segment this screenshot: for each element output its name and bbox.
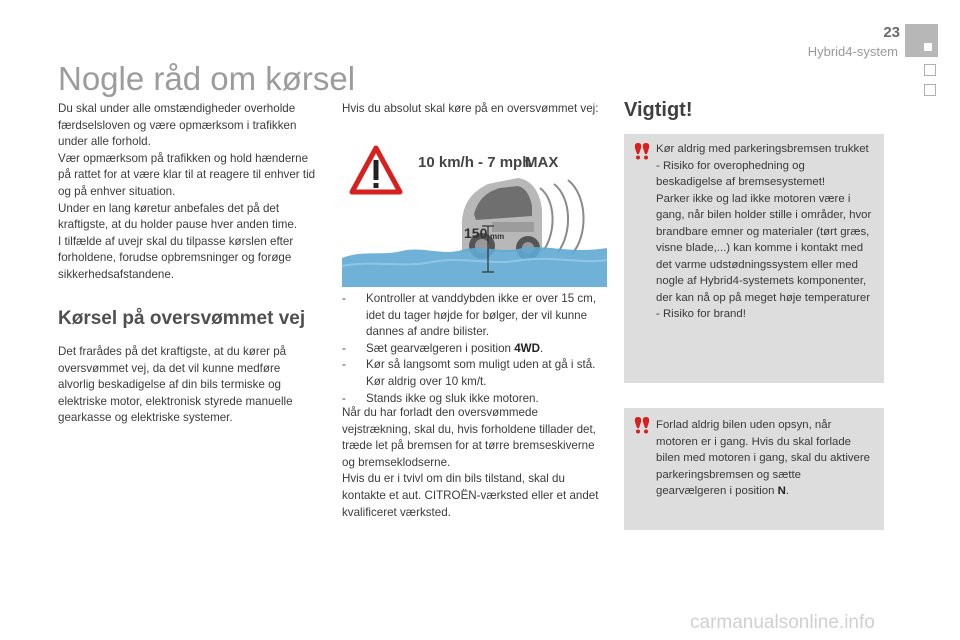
intro-paragraph: I tilfælde af uvejr skal du tilpasse kørslen efter forholdene, forudse opbremsninger og forøge sikkerhedsafstandene.: [58, 234, 294, 281]
flooded-road-illustration: [342, 140, 607, 287]
warning-text-end: .: [785, 485, 789, 497]
warning-text: [656, 417, 874, 500]
intro-paragraph: Under en lang køretur anbefales det på det kraftigste, at du holder pause hver anden time.: [58, 201, 298, 232]
warning-paragraph: Parker ikke og lad ikke motoren være i gang, når bilen holder stille i områder, hvor brandbare emner og materialer (tørt græs, visne blade,...) kan komme i kontakt med det varme udstødningssystem eller med nogle af Hybrid4-systemets komponenter, der kan nå op på meget høje temperaturer - Risiko for brand!: [656, 192, 872, 320]
chapter-tab-dot: [924, 43, 932, 51]
warning-exclamation-icon: [632, 416, 652, 434]
page-title: Nogle råd om kørsel: [58, 60, 356, 97]
after-flood-paragraph: Hvis du er i tvivl om din bils tilstand, skal du kontakte et aut. CITROËN-værksted eller et andet kvalificeret værksted.: [342, 472, 599, 519]
warning-text: [656, 141, 874, 323]
gear-position-4wd: 4WD: [514, 341, 540, 355]
depth-value: 150: [464, 225, 488, 241]
speed-max-label: MAX: [525, 154, 559, 171]
section-title: Hybrid4-system: [807, 44, 898, 59]
list-item: [342, 291, 608, 341]
warning-exclamation-icon: [632, 142, 652, 160]
warning-paragraph: Kør aldrig med parkeringsbremsen trukket - Risiko for overophedning og beskadigelse af bremsesystemet!: [656, 143, 869, 188]
list-dash: -: [342, 292, 346, 305]
depth-unit: mm: [490, 232, 505, 241]
after-flood-text: [342, 405, 606, 521]
list-dash: -: [342, 358, 346, 372]
warning-text-start: Forlad aldrig bilen uden opsyn, når motoren er i gang. Hvis du skal forlade bilen med motoren i gang, skal du aktivere parkeringsbremsen og sætte gearvælgeren i position: [656, 419, 871, 497]
step-text: Kontroller at vanddybden ikke er over 15 cm, idet du tager højde for bølger, der vil kunne dannes af andre bilister.: [366, 292, 597, 339]
step-text: Sæt gearvælgeren i position: [366, 341, 515, 355]
flood-water: [342, 247, 607, 287]
flooded-road-steps: [342, 291, 608, 407]
warning-box: [624, 408, 884, 530]
intro-text: [58, 101, 320, 284]
warning-box: [624, 134, 884, 383]
step-text-end: .: [540, 341, 544, 355]
flooded-road-heading: Kørsel på oversvømmet vej: [58, 308, 306, 329]
important-heading: Vigtigt!: [624, 99, 693, 121]
list-dash: -: [342, 341, 346, 355]
list-item: [342, 357, 608, 390]
chapter-tab: [905, 24, 938, 57]
list-dash: -: [342, 391, 346, 405]
step-text: Kør så langsomt som muligt uden at gå i stå. Kør aldrig over 10 km/t.: [366, 358, 596, 388]
intro-paragraph: Du skal under alle omstændigheder overholde færdselsloven og være opmærksom i trafikken under alle forhold.: [58, 102, 297, 149]
motion-lines: [540, 180, 584, 254]
flooded-road-text: Det frarådes på det kraftigste, at du kører på oversvømmet vej, da det vil kunne medføre alvorlig beskadigelse af din bils termiske og elektriske motor, elektronisk styrede manuelle gearkasse og elektriske systemer.: [58, 345, 293, 425]
chapter-tab-box: [924, 84, 936, 96]
watermark: carmanualsonline.info: [690, 612, 875, 633]
flooded-road-intro: Hvis du absolut skal køre på en oversvømmet vej:: [342, 102, 599, 115]
chapter-tab-box: [924, 64, 936, 76]
intro-paragraph: Vær opmærksom på trafikken og hold hænderne på rattet for at være klar til at reagere til enhver tid og på enhver situation.: [58, 151, 316, 198]
gear-position-n: N: [777, 485, 786, 497]
list-item: [342, 341, 608, 358]
step-text: Stands ikke og sluk ikke motoren.: [366, 391, 539, 405]
warning-triangle-icon: [352, 148, 400, 192]
page-number: 23: [883, 24, 900, 41]
speed-limit-label: 10 km/h - 7 mph: [418, 154, 532, 171]
after-flood-paragraph: Når du har forladt den oversvømmede vejstrækning, skal du, hvis forholdene tillader det, træde let på bremsen for at tørre bremseskiverne og bremseklodserne.: [342, 406, 596, 469]
